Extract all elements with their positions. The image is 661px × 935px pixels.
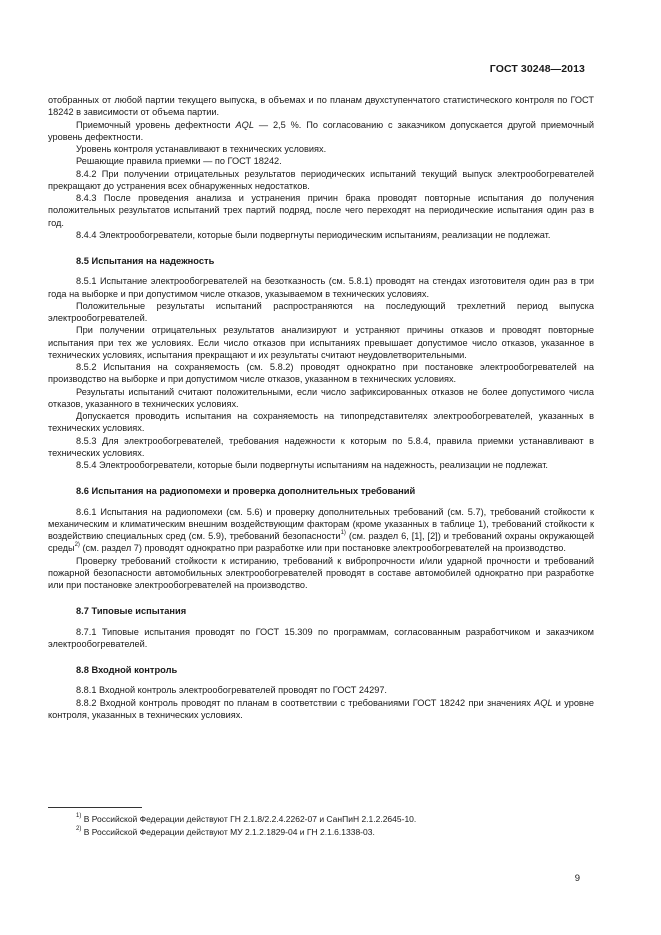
footnote-text: В Российской Федерации действуют МУ 2.1.2.1829-04 и ГН 2.1.6.1338-03. bbox=[81, 827, 375, 837]
paragraph-aql bbox=[48, 697, 594, 722]
page-number: 9 bbox=[574, 873, 580, 884]
footnote-divider bbox=[48, 807, 142, 808]
paragraph: Допускается проводить испытания на сохраняемость на типопредставителях электрообогревателей, указанных в технических условиях. bbox=[48, 411, 594, 434]
footnote-mark: 2) bbox=[76, 826, 82, 833]
aql-term: AQL bbox=[235, 119, 254, 130]
paragraph: отобранных от любой партии текущего выпуска, в объемах и по планам двухступенчатого статистического контроля по ГОСТ 18242 в зависимости от объема партии. bbox=[48, 95, 594, 118]
footnote-2 bbox=[48, 826, 594, 839]
section-heading-8-7: 8.7 Типовые испытания bbox=[76, 606, 187, 617]
paragraph: 8.5.3 Для электрообогревателей, требования надежности к которым по 5.8.4, правила приемки устанавливают в технических условиях. bbox=[48, 435, 594, 458]
paragraph: 8.5.2 Испытания на сохраняемость (см. 5.8.2) проводят однократно при постановке электрообогревателей на производство на выборке и при допустимом числе отказов, указанном в технических условиях. bbox=[48, 362, 594, 385]
text-run: Приемочный уровень дефектности bbox=[76, 119, 236, 130]
paragraph: 8.5.1 Испытание электрообогревателей на безотказность (см. 5.8.1) проводят на стендах изготовителя один раз в три года на выборке и при допустимом числе отказов, указываемом в технических условиях. bbox=[48, 276, 594, 299]
paragraph: Уровень контроля устанавливают в технических условиях. bbox=[76, 144, 327, 154]
document-code: ГОСТ 30248—2013 bbox=[489, 63, 585, 75]
body-text bbox=[48, 94, 594, 721]
paragraph: 8.4.2 При получении отрицательных результатов периодических испытаний текущий выпуск электрообогревателей прекращают до устранения всех обнаруженных недостатков. bbox=[48, 168, 594, 191]
paragraph: 8.8.1 Входной контроль электрообогревателей проводят по ГОСТ 24297. bbox=[76, 685, 387, 696]
text-run: 8.8.2 Входной контроль проводят по планам в соответствии с требованиями ГОСТ 18242 при значениях bbox=[76, 697, 535, 708]
paragraph: 8.4.4 Электрообогреватели, которые были подвергнуты периодическим испытаниям, реализации не подлежат. bbox=[76, 229, 551, 240]
paragraph: 8.4.3 После проведения анализа и устранения причин брака проводят повторные испытания до получения положительных результатов испытаний трех партий подряд, после чего переходят на периодические испытания один раз в год. bbox=[48, 193, 594, 228]
footnote-ref-2[interactable]: 2) bbox=[74, 542, 80, 549]
footnote-mark: 1) bbox=[76, 813, 82, 820]
paragraph: При получении отрицательных результатов анализируют и устраняют причины отказов и проводят повторные испытания при тех же условиях. Если число отказов при испытаниях превышает допустимое число отказов, указанное в технических условиях, испытания прекращают и их результаты считают неудовлетворительными. bbox=[48, 325, 594, 360]
section-heading-8-5: 8.5 Испытания на надежность bbox=[76, 256, 215, 266]
section-heading-8-6: 8.6 Испытания на радиопомехи и проверка дополнительных требований bbox=[76, 486, 416, 497]
footnote-ref-1[interactable]: 1) bbox=[340, 529, 346, 536]
text-run: (см. раздел 6, [1], [2]) и требований охраны окружающей среды bbox=[48, 531, 595, 554]
text-run: и уровне контроля, указанных в технических условиях. bbox=[48, 697, 594, 720]
footnotes bbox=[48, 813, 594, 839]
paragraph: Проверку требований стойкости к истиранию, требований к вибропрочности и/или ударной прочности и требований пожарной безопасности автомобильных электрообогревателей проводят в составе автомобилей однократно при разработке или при постановке электрообогревателей на производство. bbox=[48, 555, 594, 590]
paragraph: Решающие правила приемки — по ГОСТ 18242. bbox=[76, 156, 282, 167]
text-run: — 2,5 %. По согласованию с заказчиком допускается другой приемочный уровень дефектности. bbox=[48, 119, 594, 142]
section-heading-8-8: 8.8 Входной контроль bbox=[76, 665, 178, 675]
text-run: 8.6.1 Испытания на радиопомехи (см. 5.6) и проверку дополнительных требований (см. 5.7), требований стойкости к механическим и климатическим внешним воздействующим факторам (кроме указанных в таблице 1), требований стойкости к воздействию специальных сред (см. 5.9), требований безопасности bbox=[48, 506, 594, 541]
paragraph-aql bbox=[48, 119, 594, 144]
aql-term: AQL bbox=[534, 697, 553, 708]
paragraph: 8.7.1 Типовые испытания проводят по ГОСТ 15.309 по программам, согласованным разработчиком и заказчиком электрообогревателей. bbox=[48, 626, 594, 649]
footnote-1 bbox=[48, 813, 594, 826]
paragraph-with-footnotes bbox=[48, 506, 594, 555]
footnote-text: В Российской Федерации действуют ГН 2.1.8/2.2.4.2262-07 и СанПиН 2.1.2.2645-10. bbox=[81, 814, 417, 824]
paragraph: Результаты испытаний считают положительными, если число зафиксированных отказов не более допустимого числа отказов, указанного в технических условиях. bbox=[48, 386, 594, 409]
paragraph: 8.5.4 Электрообогреватели, которые были подвергнуты испытаниям на надежность, реализации не подлежат. bbox=[76, 460, 548, 470]
text-run: (см. раздел 7) проводят однократно при разработке или при постановке электрообогревателей на производство. bbox=[79, 543, 566, 554]
paragraph: Положительные результаты испытаний распространяются на последующий трехлетний период выпуска электрообогревателей. bbox=[48, 300, 594, 323]
